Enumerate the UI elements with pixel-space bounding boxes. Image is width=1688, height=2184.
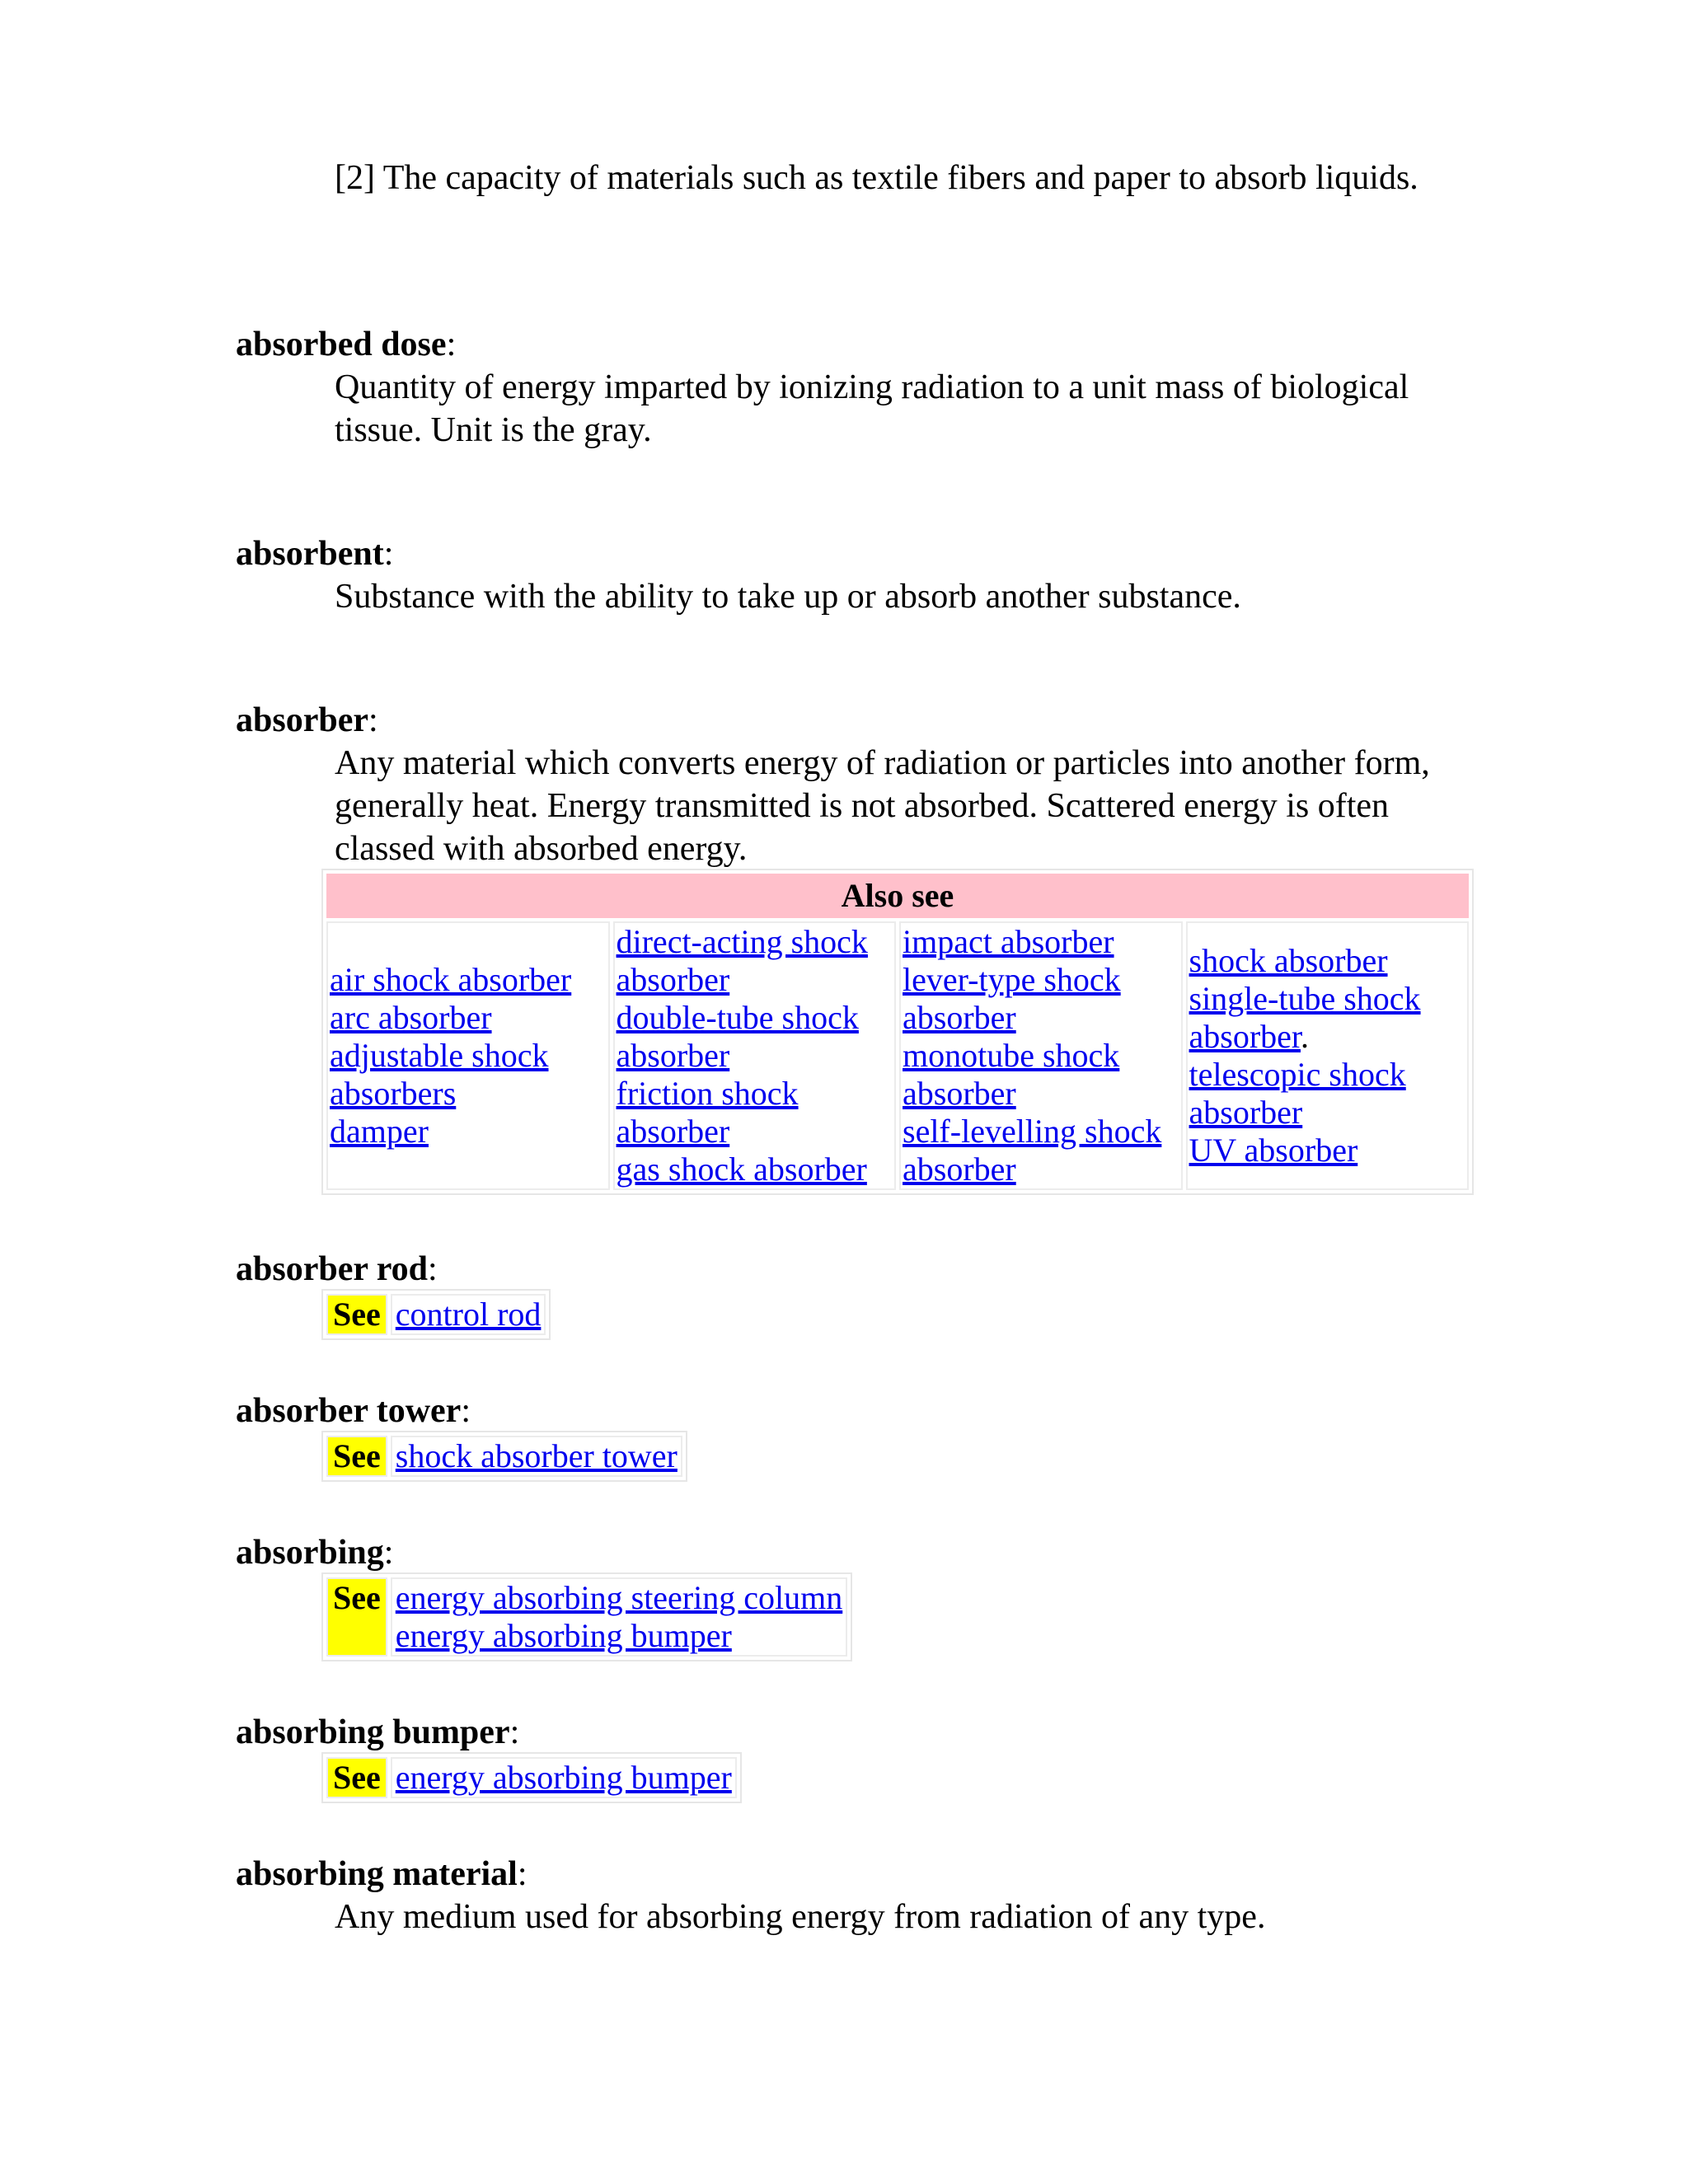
- link-self-levelling-shock-absorber[interactable]: self-levelling shock absorber: [903, 1113, 1162, 1188]
- link-uv-absorber[interactable]: UV absorber: [1189, 1132, 1358, 1169]
- link-lever-type-shock-absorber[interactable]: lever-type shock absorber: [903, 961, 1121, 1036]
- term-absorbing: absorbing: [236, 1534, 384, 1572]
- entry-absorber-tower: absorber tower:: [236, 1392, 471, 1430]
- link-shock-absorber-tower[interactable]: shock absorber tower: [395, 1437, 678, 1474]
- also-see-column-3: [899, 921, 1183, 1190]
- term-absorbent: absorbent: [236, 535, 384, 573]
- link-shock-absorber[interactable]: shock absorber: [1189, 942, 1388, 979]
- entry-absorber-rod: absorber rod:: [236, 1250, 438, 1288]
- definition-absorbing-material: Any medium used for absorbing energy from radiation of any type.: [335, 1898, 1266, 1936]
- entry-absorbing: absorbing:: [236, 1534, 394, 1572]
- term-absorbed-dose: absorbed dose: [236, 326, 447, 363]
- entry-absorber: absorber: Any material which converts energy of radiation or particles into another form, generally heat. Energy transmitted is not absorbed. Scattered energy is often classed with absorbed energy.: [236, 699, 1472, 870]
- also-see-column-4: shock absorber single-tube shock absorber. telescopic shock absorber UV absorber: [1186, 921, 1470, 1190]
- see-box-absorbing-bumper: [321, 1752, 742, 1803]
- link-arc-absorber[interactable]: arc absorber: [330, 999, 492, 1036]
- definition-absorber: Any material which converts energy of radiation or particles into another form, generally heat. Energy transmitted is not absorbed. Scattered energy is often classed with absorbed energy.: [335, 744, 1430, 868]
- entry-absorbing-material: absorbing material: Any medium used for absorbing energy from radiation of any type.: [236, 1853, 1472, 1938]
- see-box-absorber-rod: [321, 1289, 551, 1340]
- term-absorber-rod: absorber rod: [236, 1250, 428, 1288]
- term-absorbing-bumper: absorbing bumper: [236, 1713, 510, 1751]
- term-absorber-tower: absorber tower: [236, 1392, 462, 1430]
- link-monotube-shock-absorber[interactable]: monotube shock absorber: [903, 1037, 1120, 1112]
- see-box-absorbing: [321, 1572, 852, 1661]
- link-energy-absorbing-steering-column[interactable]: energy absorbing steering column: [395, 1579, 843, 1616]
- definition-absorbent: Substance with the ability to take up or absorb another substance.: [335, 578, 1241, 616]
- also-see-header: Also see: [326, 874, 1469, 918]
- see-label: See: [326, 1577, 387, 1657]
- link-gas-shock-absorber[interactable]: gas shock absorber: [616, 1151, 867, 1188]
- definition-absorbed-dose: Quantity of energy imparted by ionizing radiation to a unit mass of biological tissue. Unit is the gray.: [335, 368, 1409, 449]
- also-see-column-2: [613, 921, 897, 1190]
- entry-absorbent: absorbent: Substance with the ability to take up or absorb another substance.: [236, 532, 1472, 618]
- link-impact-absorber[interactable]: impact absorber: [903, 923, 1114, 960]
- absorbency-definition-2: [2] The capacity of materials such as textile fibers and paper to absorb liquids.: [335, 159, 1418, 197]
- entry-absorbing-bumper: absorbing bumper:: [236, 1713, 520, 1751]
- link-damper[interactable]: damper: [330, 1113, 429, 1150]
- see-label: See: [326, 1436, 387, 1477]
- link-single-tube-shock-absorber[interactable]: single-tube shock absorber: [1189, 980, 1421, 1055]
- also-see-table: [321, 869, 1474, 1195]
- link-double-tube-shock-absorber[interactable]: double-tube shock absorber: [616, 999, 859, 1074]
- link-control-rod[interactable]: control rod: [395, 1296, 542, 1333]
- link-telescopic-shock-absorber[interactable]: telescopic shock absorber: [1189, 1056, 1406, 1131]
- see-box-absorber-tower: [321, 1431, 687, 1482]
- see-label: See: [326, 1294, 387, 1335]
- link-direct-acting-shock-absorber[interactable]: direct-acting shock absorber: [616, 923, 868, 998]
- also-see-column-1: [326, 921, 610, 1190]
- link-energy-absorbing-bumper[interactable]: energy absorbing bumper: [395, 1617, 732, 1654]
- link-friction-shock-absorber[interactable]: friction shock absorber: [616, 1075, 799, 1150]
- see-label: See: [326, 1757, 387, 1798]
- entry-absorbed-dose: absorbed dose: Quantity of energy imparted by ionizing radiation to a unit mass of biological tissue. Unit is the gray.: [236, 323, 1472, 452]
- term-absorber: absorber: [236, 701, 368, 739]
- link-energy-absorbing-bumper[interactable]: energy absorbing bumper: [395, 1759, 732, 1796]
- term-absorbing-material: absorbing material: [236, 1855, 518, 1893]
- link-adjustable-shock-absorbers[interactable]: adjustable shock absorbers: [330, 1037, 549, 1112]
- link-air-shock-absorber[interactable]: air shock absorber: [330, 961, 572, 998]
